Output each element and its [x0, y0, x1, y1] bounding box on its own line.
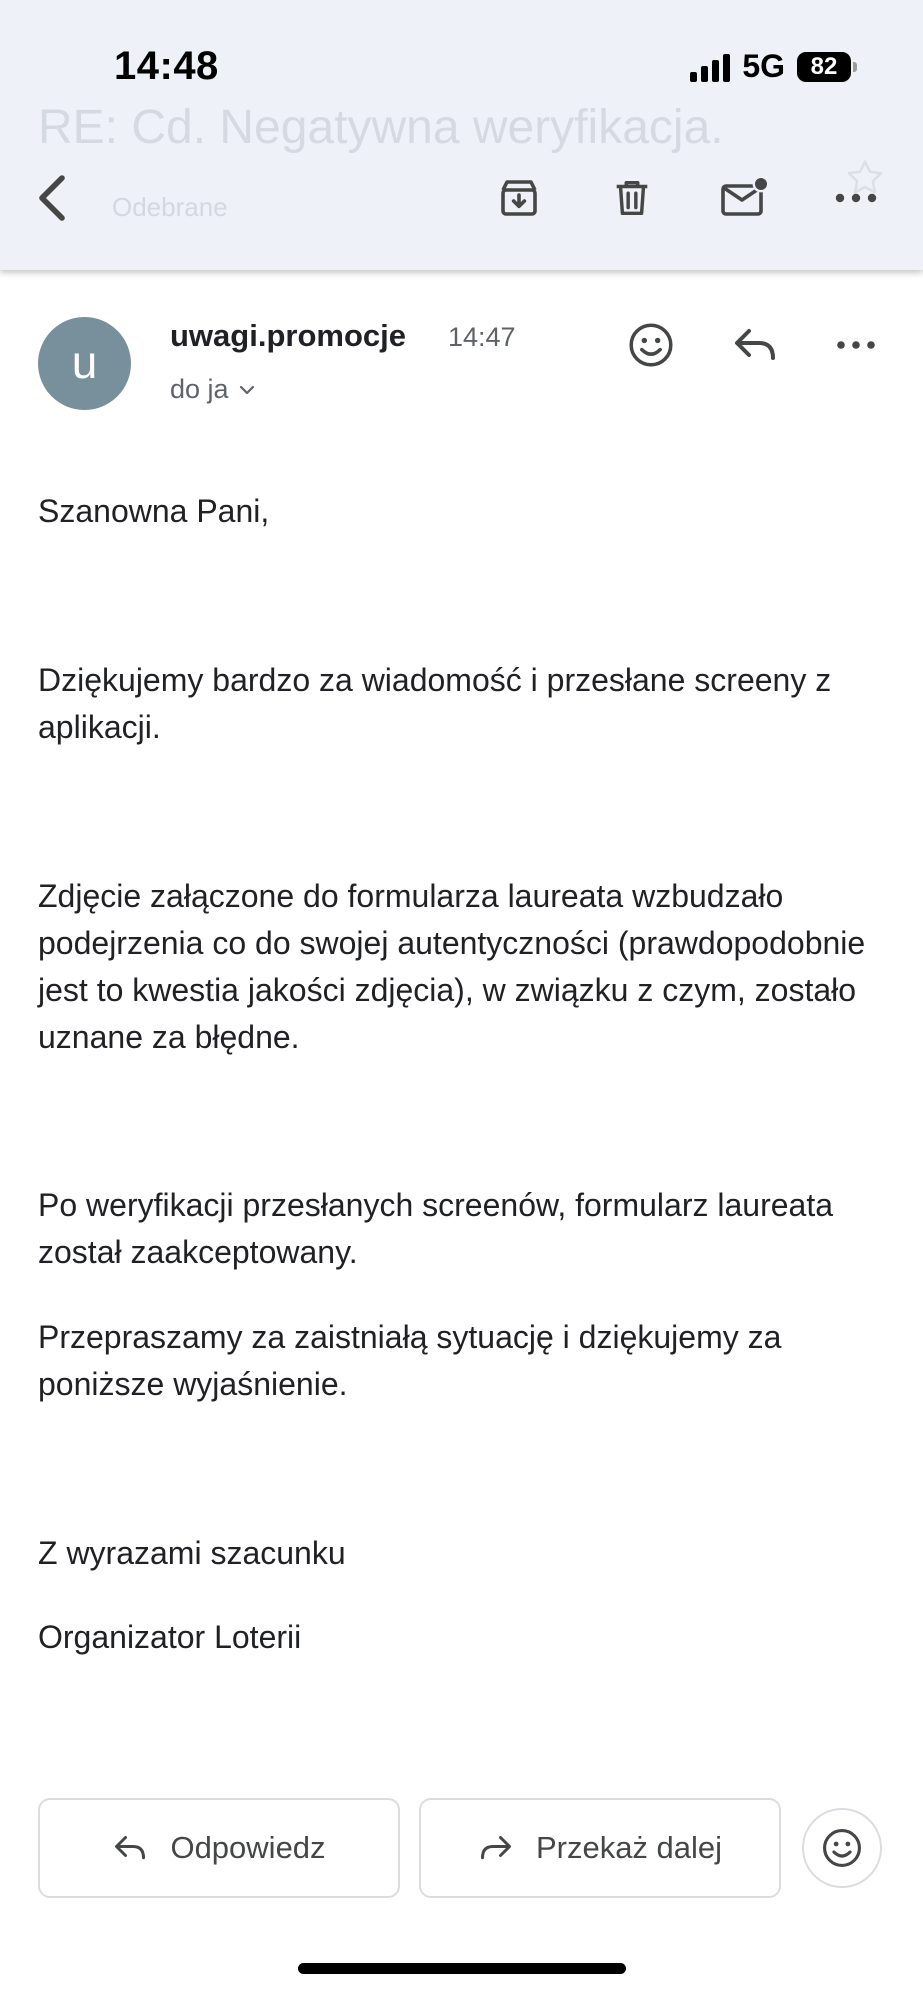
signal-icon — [690, 52, 730, 82]
battery-icon: 82 — [797, 52, 851, 82]
chevron-down-icon — [239, 385, 255, 395]
top-app-bar — [0, 0, 923, 270]
reply-icon[interactable] — [728, 320, 782, 370]
signature: Organizator Loterii — [38, 1619, 302, 1655]
reply-button-label: Odpowiedz — [170, 1830, 326, 1865]
emoji-reaction-icon — [820, 1826, 864, 1870]
recipient-details[interactable] — [170, 374, 255, 405]
body-paragraph: Po weryfikacji przesłanych screenów, formularz laureata został zaakceptowany. — [38, 1187, 833, 1270]
more-icon[interactable] — [828, 170, 884, 226]
mark-unread-icon[interactable] — [716, 170, 772, 226]
recipient-label: do ja — [170, 374, 229, 404]
closing: Z wyrazami szacunku — [38, 1535, 346, 1571]
greeting: Szanowna Pani, — [38, 493, 270, 529]
reply-icon — [112, 1833, 148, 1863]
emoji-reaction-icon[interactable] — [624, 318, 678, 372]
back-icon[interactable] — [26, 170, 82, 226]
forward-button[interactable] — [419, 1798, 781, 1898]
subject-title: RE: Cd. Negatywna weryfikacja. — [38, 101, 724, 154]
body-paragraph: Przepraszamy za zaistniałą sytuację i dziękujemy za poniższe wyjaśnienie. — [38, 1319, 782, 1402]
delete-icon[interactable] — [604, 170, 660, 226]
forward-button-label: Przekaż dalej — [535, 1830, 723, 1865]
sender-name[interactable]: uwagi.promocje — [170, 318, 406, 353]
forward-icon — [478, 1833, 514, 1863]
folder-label: Odebrane — [112, 192, 228, 222]
status-indicators — [690, 48, 851, 85]
status-time: 14:48 — [114, 44, 219, 88]
archive-icon[interactable] — [491, 170, 547, 226]
body-paragraph: Zdjęcie załączone do formularza laureata wzbudzało podejrzenia co do swojej autentyczności (prawdopodobnie jest to kwestia jakości zdjęcia), w związku z czym, zostało uznane za błędne. — [38, 878, 866, 1055]
home-indicator[interactable] — [298, 1963, 626, 1974]
more-icon[interactable] — [834, 335, 878, 355]
network-type: 5G — [742, 48, 785, 84]
body-paragraph: Dziękujemy bardzo za wiadomość i przesłane screeny z aplikacji. — [38, 662, 832, 745]
avatar[interactable]: u — [38, 317, 131, 410]
message-time: 14:47 — [448, 322, 516, 352]
reply-button[interactable] — [38, 1798, 400, 1898]
emoji-reaction-button[interactable] — [802, 1808, 882, 1888]
